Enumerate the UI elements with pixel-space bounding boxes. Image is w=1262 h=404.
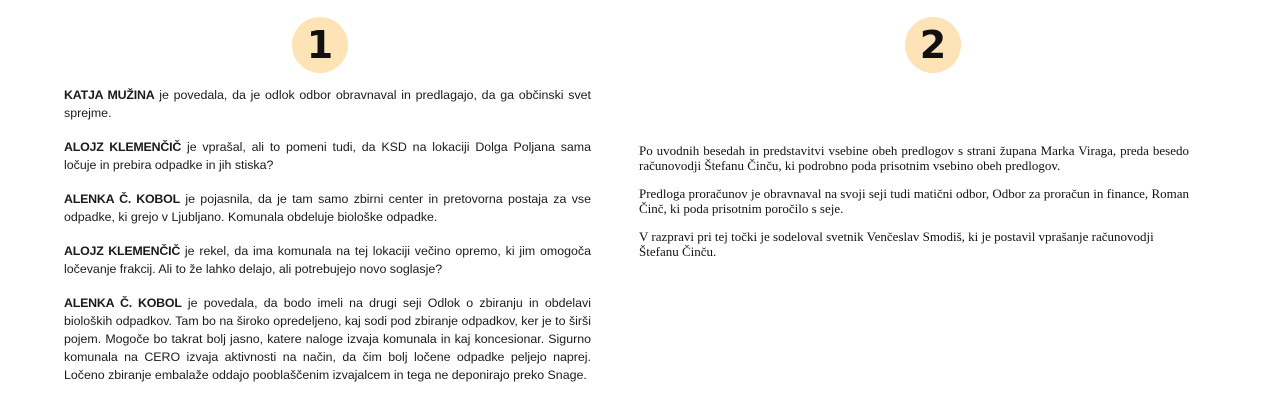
document-2-excerpt: [639, 143, 1189, 272]
speaker-name: ALOJZ KLEMENČIČ: [64, 244, 181, 258]
paragraph-text: je povedala, da je odlok odbor obravnaval in predlagajo, da ga občinski svet sprejme.: [64, 88, 591, 120]
paragraph: Po uvodnih besedah in predstavitvi vsebine obeh predlogov s strani župana Marka Viraga, preda besedo računovodji Štefanu Činču, ki podrobno poda prisotnim vsebino obeh predlogov.: [639, 143, 1189, 173]
speaker-name: ALOJZ KLEMENČIČ: [64, 140, 182, 154]
number-badge-2: 2: [905, 17, 961, 73]
paragraph: Predloga proračunov je obravnaval na svoji seji tudi matični odbor, Odbor za proračun in finance, Roman Činč, ki poda prisotnim poročilo s seje.: [639, 186, 1189, 216]
paragraph-text: je povedala, da bodo imeli na drugi seji Odlok o zbiranju in obdelavi bioloških odpadkov. Tam bo na široko opredeljeno, kaj sodi pod zbiranje odpadkov, ker je to širši pojem. Mogoče bo takrat bolj jasno, katere naloge izvaja komunala in kaj koncesionar. Sigurno komunala na CERO izvaja aktivnosti na način, da čim bolj ločene odpadke peljejo naprej. Ločeno zbiranje embalaže oddajo pooblaščenim izvajalcem in tega ne deponirajo preko Snage.: [64, 296, 591, 382]
paragraph-text: je vprašal, ali to pomeni tudi, da KSD na lokaciji Dolga Poljana sama ločuje in prebira odpadke in jih stiska?: [64, 140, 591, 172]
paragraph: [64, 190, 591, 226]
speaker-name: KATJA MUŽINA: [64, 88, 155, 102]
paragraph-text: je pojasnila, da je tam samo zbirni center in pretovorna postaja za vse odpadke, ki grejo v Ljubljano. Komunala obdeluje biološke odpadke.: [64, 192, 591, 224]
paragraph-text: je rekel, da ima komunala na tej lokaciji večino opremo, ki jim omogoča ločevanje frakcij. Ali to že lahko delajo, ali potrebujejo novo soglasje?: [64, 244, 591, 276]
document-1-excerpt: [64, 86, 591, 400]
paragraph: [64, 138, 591, 174]
paragraph: [64, 86, 591, 122]
paragraph: [64, 294, 591, 384]
speaker-name: ALENKA Č. KOBOL: [64, 192, 180, 206]
number-badge-1: 1: [292, 17, 348, 73]
paragraph: [64, 242, 591, 278]
paragraph: V razpravi pri tej točki je sodeloval svetnik Venčeslav Smodiš, ki je postavil vprašanje računovodji Štefanu Činču.: [639, 229, 1154, 259]
speaker-name: ALENKA Č. KOBOL: [64, 296, 182, 310]
